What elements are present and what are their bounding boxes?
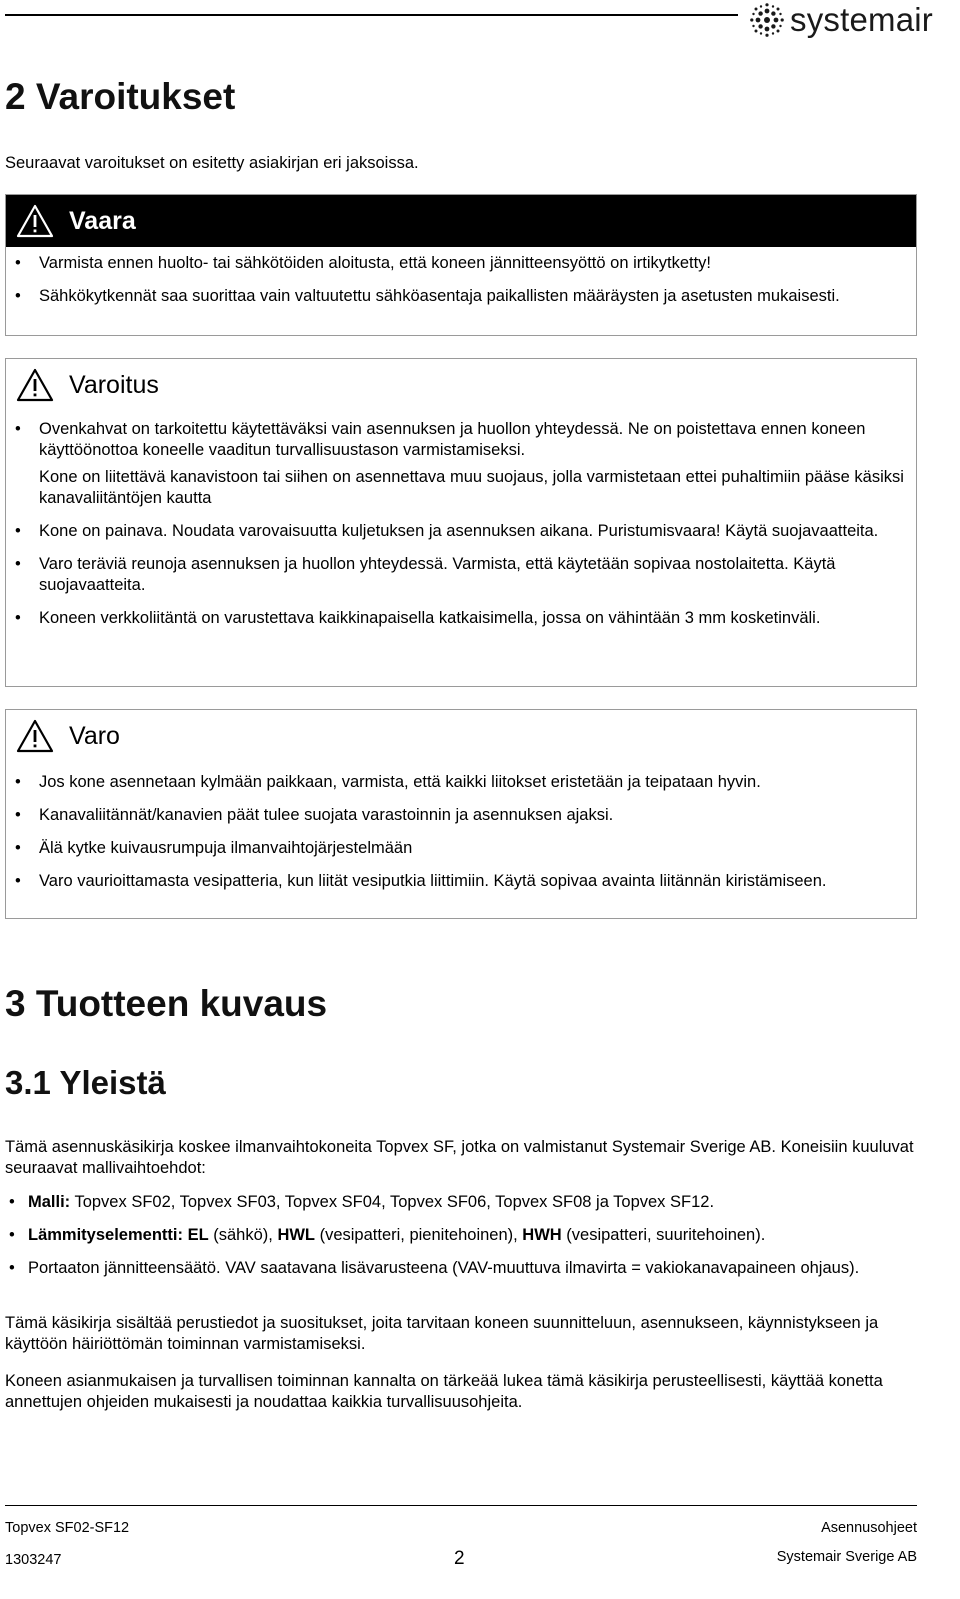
list-item: • Älä kytke kuivausrumpuja ilmanvaihtojärjestelmään <box>6 838 916 859</box>
warning-triangle-icon <box>15 366 55 404</box>
list-item: • Varmista ennen huolto- tai sähkötöiden aloitusta, että koneen jännitteensyöttö on irtikytketty! <box>6 253 916 274</box>
product-intro: Tämä asennuskäsikirja koskee ilmanvaihtokoneita Topvex SF, jotka on valmistanut Systemair Sverige AB. Koneisiin kuuluvat seuraavat mallivaihtoehdot: <box>5 1138 914 1177</box>
list-item <box>0 1225 930 1246</box>
footer-doc-type: Asennusohjeet <box>821 1520 917 1536</box>
list-item: • Kanavaliitännät/kanavien päät tulee suojata varastoinnin ja asennuksen ajaksi. <box>6 805 916 826</box>
models-text: Topvex SF02, Topvex SF03, Topvex SF04, Topvex SF06, Topvex SF08 ja Topvex SF12. <box>70 1193 715 1211</box>
models-label: Malli: <box>28 1193 71 1211</box>
warning-header <box>6 359 916 411</box>
list-item: • Varo teräviä reunoja asennuksen ja huollon yhteydessä. Varmista, että käytetään sopivaa nostolaitetta. Käytä suojavaatteita. <box>6 554 916 596</box>
danger-header <box>6 195 916 247</box>
list-item: • Portaaton jännitteensäätö. VAV saatavana lisävarusteena (VAV-muuttuva ilmavirta = vakiokanavapaineen ohjaus). <box>0 1258 930 1279</box>
heating-label: Lämmityselementti: <box>28 1226 183 1244</box>
caution-title: Varo <box>69 721 120 750</box>
heating-el: EL <box>187 1226 209 1244</box>
paragraph: Koneen asianmukaisen ja turvallisen toiminnan kannalta on tärkeää lukea tämä käsikirja perusteellisesti, käyttää konetta annettujen ohjeiden mukaisesti ja noudattaa kaikkia turvallisuusohjeita. <box>5 1372 883 1411</box>
heating-hwh-desc: (vesipatteri, suuritehoinen). <box>561 1226 766 1244</box>
page-number: 2 <box>454 1548 465 1569</box>
footer-company: Systemair Sverige AB <box>776 1549 917 1565</box>
warning-triangle-icon <box>15 717 55 755</box>
list-item: • Varo vaurioittamasta vesipatteria, kun liität vesiputkia liittimiin. Käytä sopivaa avainta liitännän kiristämiseen. <box>6 871 916 892</box>
footer-doc-number: 1303247 <box>5 1552 62 1568</box>
list-item: • Sähkökytkennät saa suorittaa vain valtuutettu sähköasentaja paikallisten määräysten ja asetusten mukaisesti. <box>6 286 916 307</box>
logo-text: systemair <box>790 1 933 38</box>
section-heading: 2 Varoitukset <box>5 76 236 117</box>
list-item: • Kone on painava. Noudata varovaisuutta kuljetuksen ja asennuksen aikana. Puristumisvaara! Käytä suojavaatteita. <box>6 521 916 542</box>
warning-title: Varoitus <box>69 370 159 399</box>
list-item: • Koneen verkkoliitäntä on varustettava kaikkinapaisella katkaisimella, jossa on vähintään 3 mm kosketinväli. <box>6 608 916 629</box>
danger-box <box>5 194 917 336</box>
list-item: • Ovenkahvat on tarkoitettu käytettäväksi vain asennuksen ja huollon yhteydessä. Ne on poistettava ennen koneen käyttöönottoa koneelle vaaditun turvallisuustason varmistamiseksi. <box>6 419 916 461</box>
caution-header <box>6 710 916 762</box>
caution-box <box>5 709 917 919</box>
list-item <box>0 1192 930 1213</box>
section-heading: 3 Tuotteen kuvaus <box>5 983 328 1024</box>
company-logo <box>750 0 933 40</box>
model-options-list <box>0 1192 930 1291</box>
subsection-heading: 3.1 Yleistä <box>5 1064 166 1101</box>
warning-note: Kone on liitettävä kanavistoon tai siihen on asennettava muu suojaus, jolla varmistetaan ettei puhaltimiin pääse käsiksi kanavaliitäntöjen kautta <box>39 468 904 507</box>
heating-hwh: HWH <box>522 1226 562 1244</box>
systemair-logo-icon <box>750 3 784 37</box>
danger-title: Vaara <box>69 206 136 235</box>
list-item: • Jos kone asennetaan kylmään paikkaan, varmista, että kaikki liitokset eristetään ja teipataan hyvin. <box>6 772 916 793</box>
heating-el-desc: (sähkö), <box>208 1226 278 1244</box>
warning-triangle-icon <box>15 202 55 240</box>
section-intro: Seuraavat varoitukset on esitetty asiakirjan eri jaksoissa. <box>5 154 419 172</box>
heating-hwl: HWL <box>277 1226 316 1244</box>
heating-hwl-desc: (vesipatteri, pienitehoinen), <box>315 1226 523 1244</box>
header-rule <box>5 14 738 16</box>
footer-rule <box>5 1505 917 1506</box>
warning-box <box>5 358 917 687</box>
footer-product: Topvex SF02-SF12 <box>5 1520 130 1536</box>
paragraph: Tämä käsikirja sisältää perustiedot ja suositukset, joita tarvitaan koneen suunnitteluun, asennukseen, käynnistykseen ja käyttöön häiriöttömän toiminnan varmistamiseksi. <box>5 1314 879 1353</box>
